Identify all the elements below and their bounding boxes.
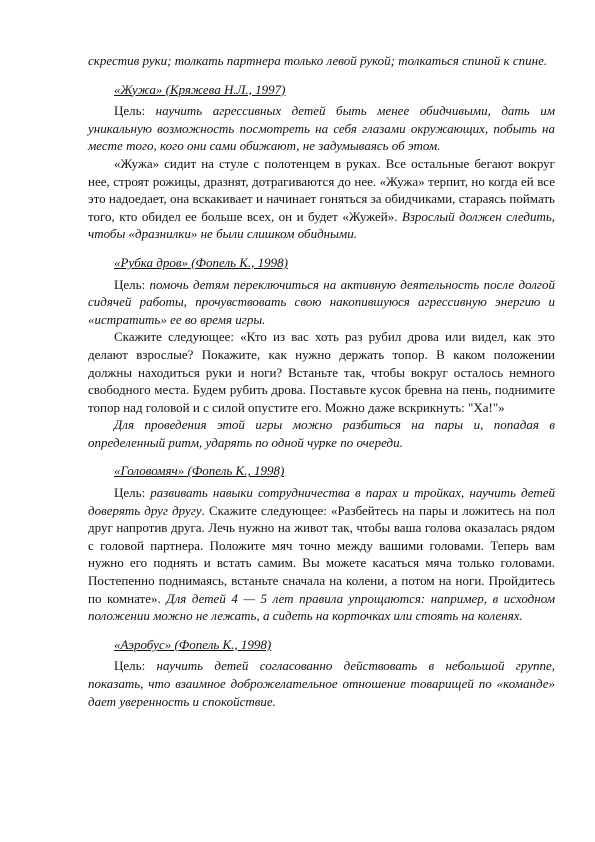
- body-paragraph-zhuzha: [88, 155, 555, 243]
- intro-paragraph: скрестив руки; толкать партнера только левой рукой; толкаться спиной к спине.: [88, 53, 548, 68]
- section-title-zhuzha: «Жужа» (Кряжева Н.Л., 1997): [114, 81, 286, 97]
- body-paragraph-rubka-drov: Скажите следующее: «Кто из вас хоть раз рубил дрова или видел, как это делают взрослые? Покажите, как нужно держать топор. В каком положении должны находиться руки и ноги? Встаньте так, чтобы вокруг осталось немного свободного места. Будем рубить дрова. Поставьте кусок бревна на пень, поднимите топор над головой и с силой опустите его. Можно даже вскрикнуть: "Ха!"»: [88, 329, 555, 415]
- goal-paragraph-zhuzha: [88, 102, 555, 155]
- body-note: Взрослый должен следить, чтобы «дразнилки» не были слишком обидными.: [88, 208, 556, 242]
- goal-label: Цель:: [114, 276, 150, 292]
- body-text: . Скажите следующее: «Разбейтесь на пары и ложитесь на пол друг напротив друга. Лечь нужно на живот так, чтобы ваша голова оказалась рядом с головой партнера. Положите мяч точно между вашими головами. Теперь вам нужно его поднять и встать самим. Вы можете касаться мяча только головами. Постепенно поднимаясь, встаньте сначала на колени, а потом на ноги. Пройдитесь по комнате».: [88, 502, 556, 606]
- section-title-rubka-drov: «Рубка дров» (Фопель К., 1998): [114, 254, 289, 270]
- note-paragraph-rubka-drov: Для проведения этой игры можно разбиться на пары и, попадая в определенный ритм, ударять по одной чурке по очереди.: [88, 417, 555, 450]
- goal-text: развивать навыки сотрудничества в парах и тройках, научить детей доверять друг другу: [88, 485, 555, 518]
- goal-paragraph-aerobus: [88, 657, 555, 710]
- goal-text: помочь детям переключиться на активную деятельность после долгой сидячей работы, прочувствовать свою накопившуюся агрессивную энергию и «истратить» ее во время игры.: [88, 276, 555, 327]
- goal-paragraph-rubka-drov: [88, 276, 555, 329]
- body-text: «Жужа» сидит на стуле с полотенцем в руках. Все остальные бегают вокруг нее, строят рожицы, дразнят, дотрагиваются до нее. «Жужа» терпит, но когда ей все это надоедает, она вскакивает и начинает гоняться за обидчиками, стараясь поймать того, кто обидел ее больше всех, он и будет «Жужей».: [88, 155, 555, 224]
- section-title-golovomyach: «Головомяч» (Фопель К., 1998): [114, 463, 285, 479]
- goal-paragraph-golovomyach: [88, 484, 555, 625]
- document-page: [88, 52, 555, 710]
- body-note: Для детей 4 — 5 лет правила упрощаются: например, в исходном положении можно не лежать, а сидеть на корточках или стоять на коленях.: [88, 590, 555, 624]
- goal-text: научить агрессивных детей быть менее обидчивыми, дать им уникальную возможность посмотреть на себя глазами окружающих, побыть на месте того, кого они сами обижают, не задумываясь об этом.: [88, 103, 555, 154]
- goal-text: научить детей согласованно действовать в небольшой группе, показать, что взаимное доброжелательное отношение товарищей по «команде» дает уверенность и спокойствие.: [88, 658, 556, 709]
- goal-label: Цель:: [114, 485, 151, 501]
- goal-label: Цель:: [114, 658, 157, 674]
- goal-label: Цель:: [114, 103, 156, 119]
- section-title-aerobus: «Аэробус» (Фопель К., 1998): [114, 636, 272, 652]
